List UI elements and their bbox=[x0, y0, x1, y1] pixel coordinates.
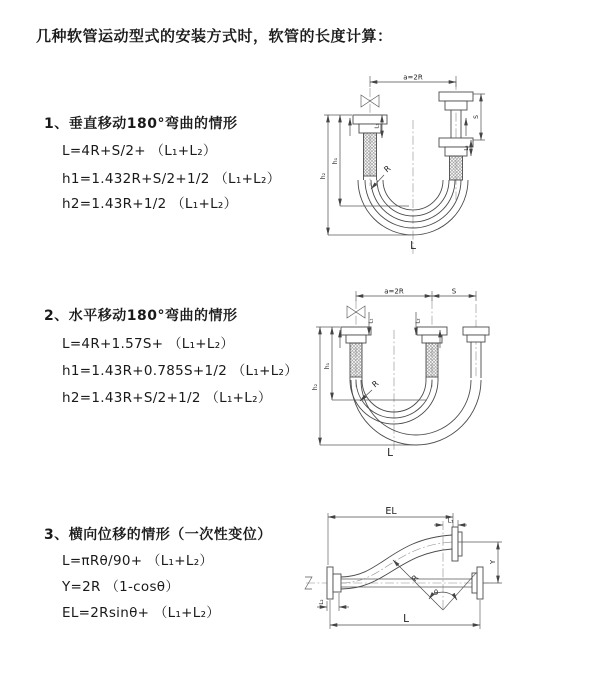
diagram-vertical-bend bbox=[308, 68, 593, 263]
dim-h1 bbox=[316, 327, 427, 400]
dim-label-span: a=2R bbox=[384, 287, 404, 296]
dim-label-span: a=2R bbox=[403, 73, 423, 82]
dim-label-h2: h₂ bbox=[312, 383, 319, 391]
formula-line: EL=2Rsinθ+ （L₁+L₂） bbox=[62, 605, 221, 621]
dim-label-l1: L₁ bbox=[447, 517, 454, 525]
formula-line: Y=2R （1-cosθ） bbox=[62, 579, 180, 595]
dim-label-h2: h₂ bbox=[320, 172, 327, 180]
dimension-top-span bbox=[356, 288, 476, 302]
dim-h2 bbox=[312, 327, 414, 445]
section-2-heading: 2、水平移动180°弯曲的情形 bbox=[44, 308, 238, 324]
formula-line: h2=1.43R+S/2+1/2 （L₁+L₂） bbox=[62, 390, 272, 406]
diagram-lateral-displacement bbox=[296, 503, 598, 645]
dim-label-el: EL bbox=[385, 506, 397, 517]
section-1-number: 1、 bbox=[44, 116, 69, 132]
radius-label: R bbox=[370, 378, 381, 390]
hose-s-curve bbox=[341, 535, 452, 589]
section-3-number: 3、 bbox=[44, 527, 69, 543]
braid-section bbox=[426, 343, 438, 377]
length-label: L bbox=[387, 447, 393, 459]
upper-flange-assembly bbox=[452, 527, 462, 561]
radius-construction bbox=[393, 560, 476, 610]
dim-label-l2: L₂ bbox=[464, 145, 470, 151]
dim-label-l1: L₁ bbox=[374, 123, 381, 129]
dim-label-y: Y bbox=[489, 559, 497, 565]
dim-l bbox=[330, 600, 480, 629]
middle-pipe-assembly bbox=[417, 327, 447, 377]
left-pipe-assembly bbox=[341, 327, 371, 377]
length-label: L bbox=[410, 240, 416, 252]
dim-s bbox=[473, 94, 485, 140]
formula-line: L=πRθ/90+ （L₁+L₂） bbox=[62, 553, 214, 569]
dim-label-s: S bbox=[451, 287, 457, 296]
section-2-number: 2、 bbox=[44, 308, 69, 324]
dim-fitting-arrows bbox=[369, 312, 422, 335]
radius-label: R bbox=[409, 573, 421, 584]
radius-label: R bbox=[382, 163, 393, 175]
page-title: 几种软管运动型式的安装方式时，软管的长度计算： bbox=[36, 27, 393, 45]
braid-section bbox=[350, 343, 362, 377]
section-1-heading: 1、垂直移动180°弯曲的情形 bbox=[44, 116, 238, 132]
section-3-heading: 3、横向位移的情形（一次性变位） bbox=[44, 527, 272, 543]
dim-label-h1: h₁ bbox=[332, 157, 339, 165]
formula-line: h1=1.43R+0.785S+1/2 （L₁+L₂） bbox=[62, 363, 299, 379]
right-flange-assembly bbox=[472, 567, 483, 599]
dim-label-s: S bbox=[473, 115, 480, 119]
dim-l1 bbox=[434, 518, 467, 528]
dimension-top-span bbox=[370, 74, 456, 88]
braid-section bbox=[450, 156, 463, 180]
dim-label-l2: L₂ bbox=[415, 318, 422, 324]
length-label: L bbox=[403, 613, 409, 625]
formula-line: L=4R+1.57S+ （L₁+L₂） bbox=[62, 336, 235, 352]
dim-label-l2: L₂ bbox=[319, 599, 325, 605]
formula-line: h1=1.432R+S/2+1/2 （L₁+L₂） bbox=[62, 171, 281, 187]
braid-section bbox=[364, 133, 377, 176]
formula-line: h2=1.43R+1/2 （L₁+L₂） bbox=[62, 196, 238, 212]
formula-line: L=4R+S/2+ （L₁+L₂） bbox=[62, 143, 217, 159]
dim-label-l1: L₁ bbox=[368, 318, 375, 324]
dim-label-h1: h₁ bbox=[324, 362, 331, 370]
angle-label: θ bbox=[433, 589, 439, 597]
hose-arcs bbox=[350, 377, 481, 445]
diagram-horizontal-bend bbox=[306, 282, 598, 467]
